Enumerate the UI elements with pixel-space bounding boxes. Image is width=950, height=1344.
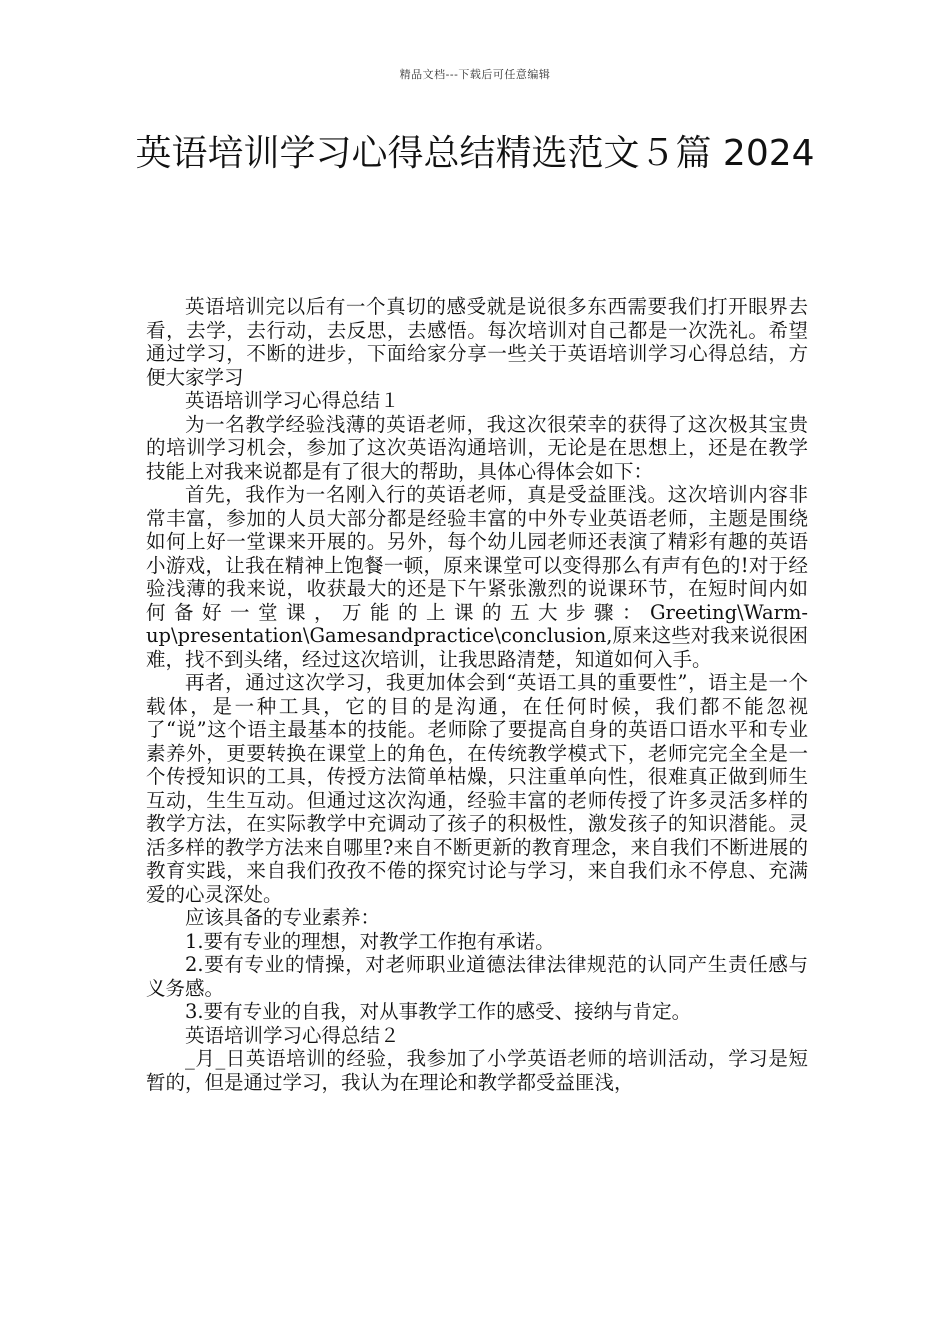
- section-heading-2: 英语培训学习心得总结２: [185, 1023, 400, 1047]
- document-body: [146, 295, 808, 1094]
- paragraph-4: _月_日英语培训的经验，我参加了小学英语老师的培训活动，学习是短暂的，但是通过学习，我认为在理论和教学都受益匪浅，: [146, 1047, 808, 1094]
- document-title: 英语培训学习心得总结精选范文５篇 2024: [135, 133, 815, 174]
- paragraph-2: 首先，我作为一名刚入行的英语老师，真是受益匪浅。这次培训内容非常丰富，参加的人员大部分都是经验丰富的中外专业英语老师，主题是围绕如何上好一堂课来开展的。另外，每个幼儿园老师还表演了精彩有趣的英语小游戏，让我在精神上饱餐一顿，原来课堂可以变得那么有声有色的!对于经验浅薄的我来说，收获最大的还是下午紧张激烈的说课环节，在短时间内如何备好一堂课，万能的上课的五大步骤：Greeting\Warm-up\presentation\Gamesandpractice\conclusion,原来这些对我来说很困难，找不到头绪，经过这次培训，让我思路清楚，知道如何入手。: [146, 483, 808, 671]
- list-item-3: 3.要有专业的自我，对从事教学工作的感受、接纳与肯定。: [185, 1000, 692, 1023]
- list-heading: 应该具备的专业素养：: [185, 906, 381, 929]
- list-item-2: 2.要有专业的情操，对老师职业道德法律法律规范的认同产生责任感与义务感。: [146, 953, 808, 1000]
- paragraph-3: 再者，通过这次学习，我更加体会到“英语工具的重要性”，语主是一个载体，是一种工具，它的目的是沟通，在任何时候，我们都不能忽视了“说”这个语主最基本的技能。老师除了要提高自身的英语口语水平和专业素养外，更要转换在课堂上的角色，在传统教学模式下，老师完完全全是一个传授知识的工具，传授方法简单枯燥，只注重单向性，很难真正做到师生互动，生生互动。但通过这次沟通，经验丰富的老师传授了许多灵活多样的教学方法，在实际教学中充调动了孩子的积极性，激发孩子的知识潜能。灵活多样的教学方法来自哪里?来自不断更新的教育理念，来自我们不断进展的教育实践，来自我们孜孜不倦的探究讨论与学习，来自我们永不停息、充满爱的心灵深处。: [146, 671, 808, 906]
- paragraph-1: 为一名教学经验浅薄的英语老师，我这次很荣幸的获得了这次极其宝贵的培训学习机会，参加了这次英语沟通培训，无论是在思想上，还是在教学技能上对我来说都是有了很大的帮助，具体心得体会如下：: [146, 412, 808, 483]
- paragraph-intro: 英语培训完以后有一个真切的感受就是说很多东西需要我们打开眼界去看，去学，去行动，去反思，去感悟。每次培训对自己都是一次洗礼。希望通过学习，不断的进步，下面给家分享一些关于英语培训学习心得总结，方便大家学习: [146, 295, 808, 389]
- list-item-1: 1.要有专业的理想，对教学工作抱有承诺。: [185, 929, 555, 953]
- section-heading-1: 英语培训学习心得总结１: [185, 389, 400, 412]
- page-header-note: 精品文档---下载后可任意编辑: [399, 68, 551, 81]
